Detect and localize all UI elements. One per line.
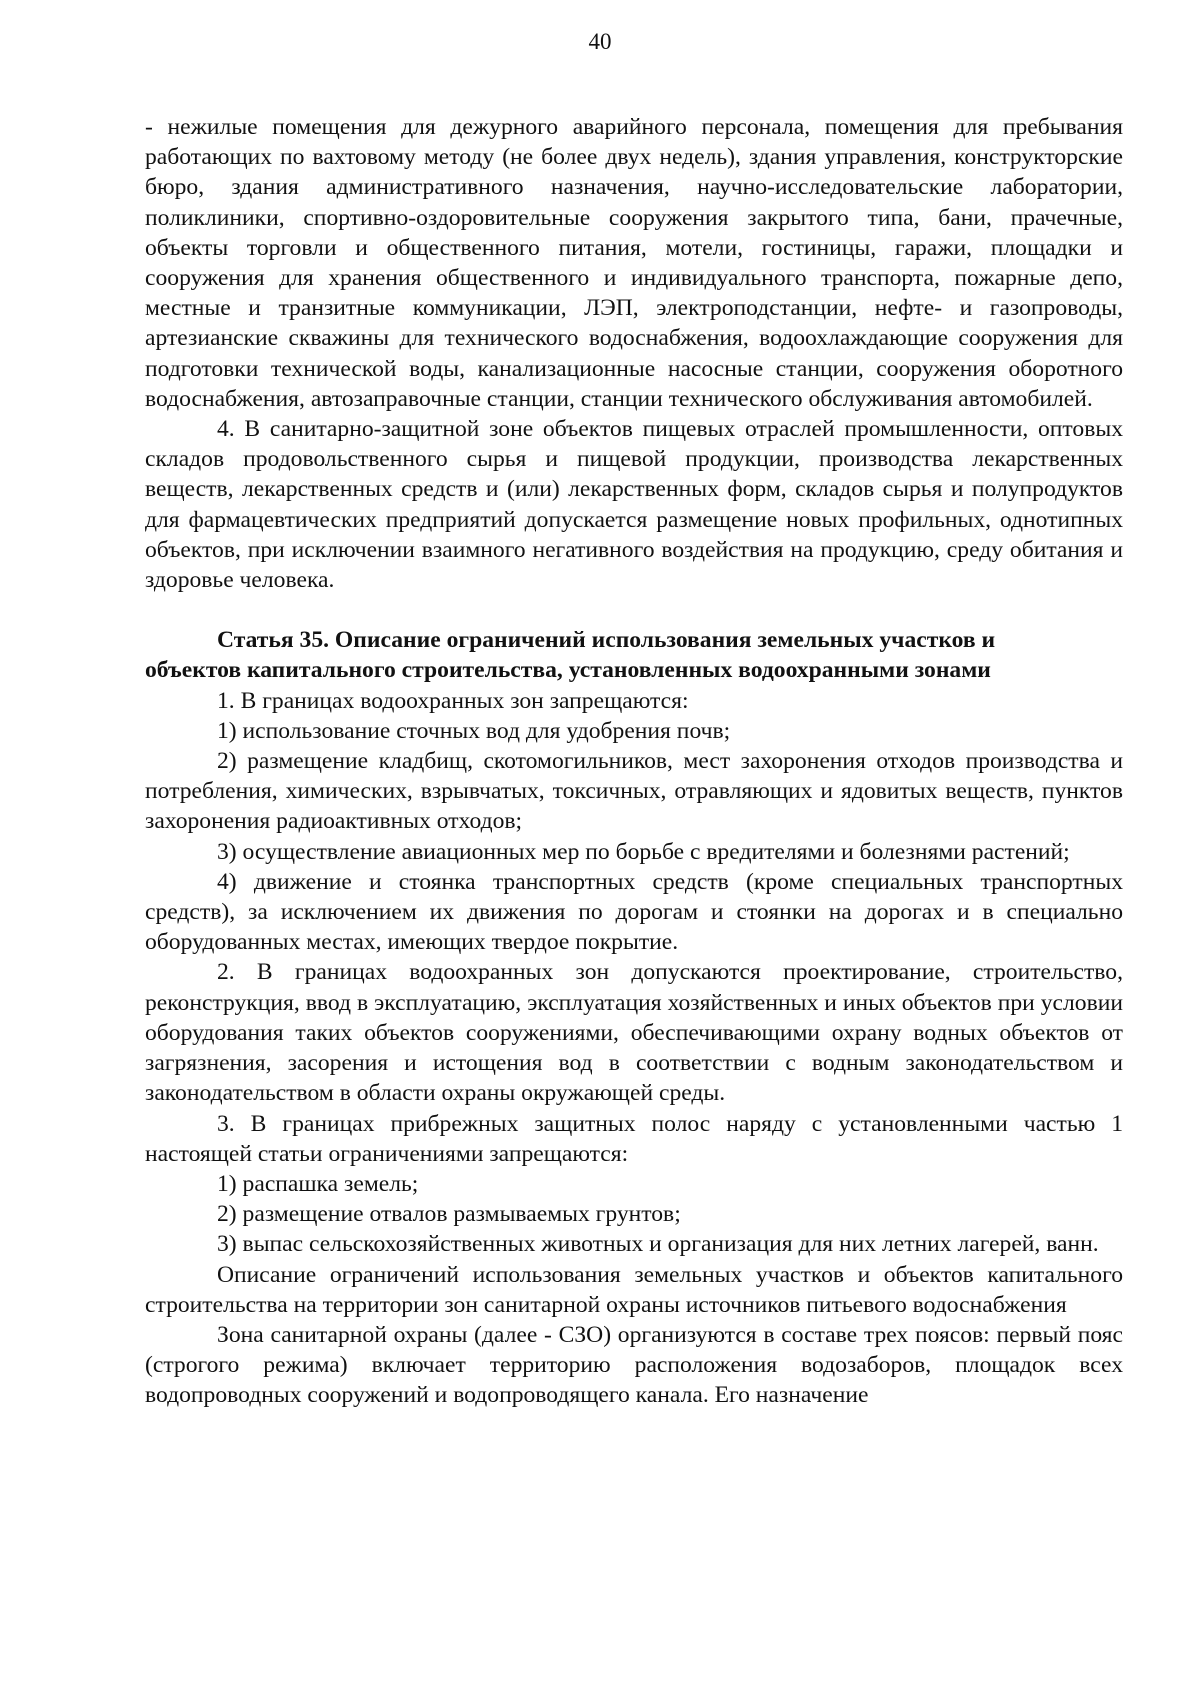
paragraph-item-3-intro: 3. В границах прибрежных защитных полос наряду с установленными частью 1 настоящей статьи ограничениями запрещаются: <box>145 1110 1123 1167</box>
paragraph-item-3-subitem-1: 1) распашка земель; <box>217 1170 419 1197</box>
paragraph-nonresidential-list: - нежилые помещения для дежурного аварийного персонала, помещения для пребывания работающих по вахтовому методу (не более двух недель), здания управления, конструкторские бюро, здания административного назначения, научно-исследовательские лаборатории, поликлиники, спортивно-оздоровительные сооружения закрытого типа, бани, прачечные, объекты торговли и общественного питания, мотели, гостиницы, гаражи, площадки и сооружения для хранения общественного и индивидуального транспорта, пожарные депо, местные и транзитные коммуникации, ЛЭП, электроподстанции, нефте- и газопроводы, артезианские скважины для технического водоснабжения, водоохлаждающие сооружения для подготовки технической воды, канализационные насосные станции, сооружения оборотного водоснабжения, автозаправочные станции, станции технического обслуживания автомобилей. <box>145 114 1123 412</box>
document-body <box>145 112 1123 1411</box>
page-number: 40 <box>588 29 612 54</box>
paragraph-item-4: 4. В санитарно-защитной зоне объектов пищевых отраслей промышленности, оптовых складов продовольственного сырья и пищевой продукции, производства лекарственных веществ, лекарственных средств и (или) лекарственных форм, складов сырья и полупродуктов для фармацевтических предприятий допускается размещение новых профильных, однотипных объектов, при исключении взаимного негативного воздействия на продукцию, среду обитания и здоровье человека. <box>145 416 1123 594</box>
paragraph-sanitary-zones-description: Зона санитарной охраны (далее - СЗО) организуются в составе трех поясов: первый пояс (строгого режима) включает территорию расположения водозаборов, площадок всех водопроводных сооружений и водопроводящего канала. Его назначение <box>145 1321 1123 1409</box>
paragraph-subitem-2: 2) размещение кладбищ, скотомогильников, мест захоронения отходов производства и потребления, химических, взрывчатых, токсичных, отравляющих и ядовитых веществ, пунктов захоронения радиоактивных отходов; <box>145 748 1123 835</box>
article-heading-line-1: Статья 35. Описание ограничений использования земельных участков и <box>217 627 996 654</box>
paragraph-subitem-3: 3) осуществление авиационных мер по борьбе с вредителями и болезнями растений; <box>217 838 1070 865</box>
paragraph-sanitary-zones-title: Описание ограничений использования земельных участков и объектов капитального строительства на территории зон санитарной охраны источников питьевого водоснабжения <box>145 1261 1123 1318</box>
paragraph-item-3-subitem-2: 2) размещение отвалов размываемых грунтов; <box>217 1201 681 1228</box>
paragraph-item-1-intro: 1. В границах водоохранных зон запрещаются: <box>217 687 689 714</box>
paragraph-subitem-1: 1) использование сточных вод для удобрения почв; <box>217 717 731 744</box>
paragraph-subitem-4: 4) движение и стоянка транспортных средств (кроме специальных транспортных средств), за исключением их движения по дорогам и стоянки на дорогах и в специально оборудованных местах, имеющих твердое покрытие. <box>145 868 1123 956</box>
paragraph-item-2: 2. В границах водоохранных зон допускаются проектирование, строительство, реконструкция, ввод в эксплуатацию, эксплуатация хозяйственных и иных объектов при условии оборудования таких объектов сооружениями, обеспечивающими охрану водных объектов от загрязнения, засорения и истощения вод в соответствии с водным законодательством и законодательством в области охраны окружающей среды. <box>145 959 1123 1107</box>
paragraph-item-3-subitem-3: 3) выпас сельскохозяйственных животных и организация для них летних лагерей, ванн. <box>217 1231 1099 1258</box>
article-35-heading <box>145 625 1123 685</box>
article-heading-line-2: объектов капитального строительства, установленных водоохранными зонами <box>145 657 991 684</box>
